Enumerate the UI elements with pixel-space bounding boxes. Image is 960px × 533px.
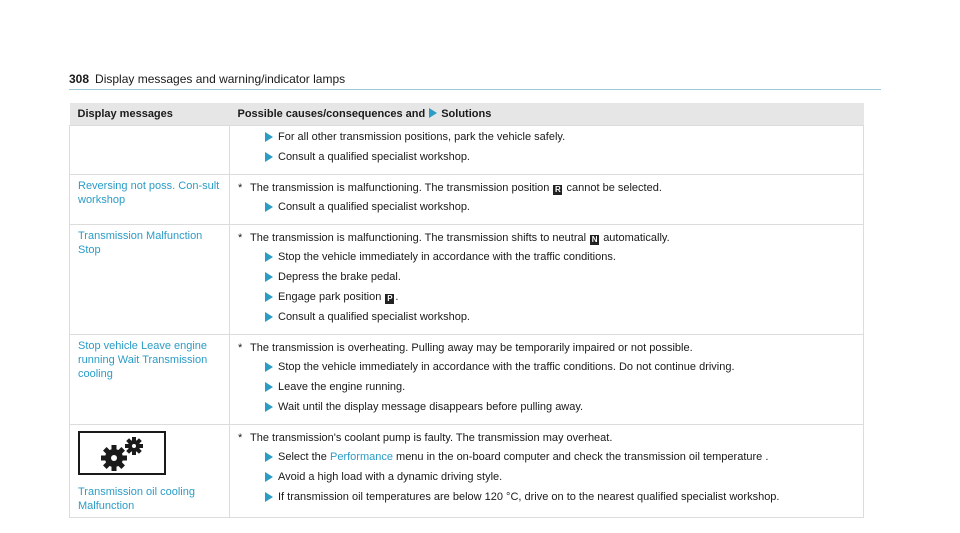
solution-item: Consult a qualified specialist workshop. (238, 200, 857, 214)
page-header (69, 72, 345, 86)
table-row (70, 425, 864, 518)
cause-item: * The transmission's coolant pump is faulty. The transmission may overheat. (238, 432, 613, 444)
solution-item: If transmission oil temperatures are below 120 °C, drive on to the nearest qualified specialist workshop. (238, 490, 857, 504)
arrow-icon (265, 312, 273, 322)
col-header-messages: Display messages (70, 103, 230, 126)
arrow-icon (265, 452, 273, 462)
solution-cell (230, 225, 864, 335)
solution-item: Leave the engine running. (238, 380, 857, 394)
arrow-icon (265, 402, 273, 412)
arrow-icon (265, 472, 273, 482)
arrow-icon (265, 152, 273, 162)
solution-item: Avoid a high load with a dynamic driving style. (238, 470, 857, 484)
solution-cell (230, 126, 864, 175)
message-cell (70, 126, 230, 175)
solution-item: Wait until the display message disappears before pulling away. (238, 400, 857, 414)
table-header-row (70, 103, 864, 126)
solution-cell (230, 425, 864, 518)
solution-cell (230, 175, 864, 225)
solution-item: For all other transmission positions, park the vehicle safely. (238, 130, 857, 144)
table-row (70, 225, 864, 335)
page-number: 308 (69, 72, 90, 86)
arrow-icon (265, 382, 273, 392)
solution-cell (230, 335, 864, 425)
arrow-icon (265, 252, 273, 262)
page-title: Display messages and warning/indicator lamps (95, 72, 346, 86)
cause-item: * The transmission is overheating. Pulling away may be temporarily impaired or not possible. (238, 342, 693, 354)
solution-item: Consult a qualified specialist workshop. (238, 310, 857, 324)
gear-n-icon: N (591, 235, 598, 244)
arrow-icon (265, 132, 273, 142)
arrow-icon (429, 108, 437, 118)
solution-item: Select the Performance menu in the on-board computer and check the transmission oil temperature . (238, 450, 857, 464)
arrow-icon (265, 492, 273, 502)
solution-item: Stop the vehicle immediately in accordance with the traffic conditions. (238, 250, 857, 264)
solution-item: Stop the vehicle immediately in accordance with the traffic conditions. Do not continue driving. (238, 360, 857, 374)
header-divider (69, 89, 881, 90)
gear-p-icon: P (387, 294, 393, 303)
col-header-causes-text: Possible causes/consequences and (237, 108, 426, 120)
arrow-icon (265, 362, 273, 372)
table-row (70, 335, 864, 425)
cause-item: * The transmission is malfunctioning. The transmission position R cannot be selected. (238, 182, 662, 194)
col-header-causes (230, 103, 864, 126)
solution-item: Engage park position P . (238, 290, 857, 304)
arrow-icon (265, 272, 273, 282)
solution-item: Consult a qualified specialist workshop. (238, 150, 857, 164)
transmission-gears-icon (78, 431, 166, 475)
col-header-solutions-text: Solutions (441, 108, 492, 120)
table-row (70, 126, 864, 175)
gear-r-icon: R (555, 185, 561, 194)
solution-item: Depress the brake pedal. (238, 270, 857, 284)
table-row (70, 175, 864, 225)
cause-item: * The transmission is malfunctioning. The transmission shifts to neutral N automatically. (238, 232, 670, 244)
message-cell: Reversing not poss. Con-sult workshop (70, 175, 230, 225)
arrow-icon (265, 202, 273, 212)
arrow-icon (265, 292, 273, 302)
message-cell: Stop vehicle Leave engine running Wait Transmission cooling (70, 335, 230, 425)
message-text: Transmission oil cooling Malfunction (78, 486, 195, 512)
display-messages-table (69, 103, 864, 518)
performance-menu-link[interactable]: Performance (329, 451, 393, 463)
message-cell: Transmission Malfunction Stop (70, 225, 230, 335)
message-cell (70, 425, 230, 518)
